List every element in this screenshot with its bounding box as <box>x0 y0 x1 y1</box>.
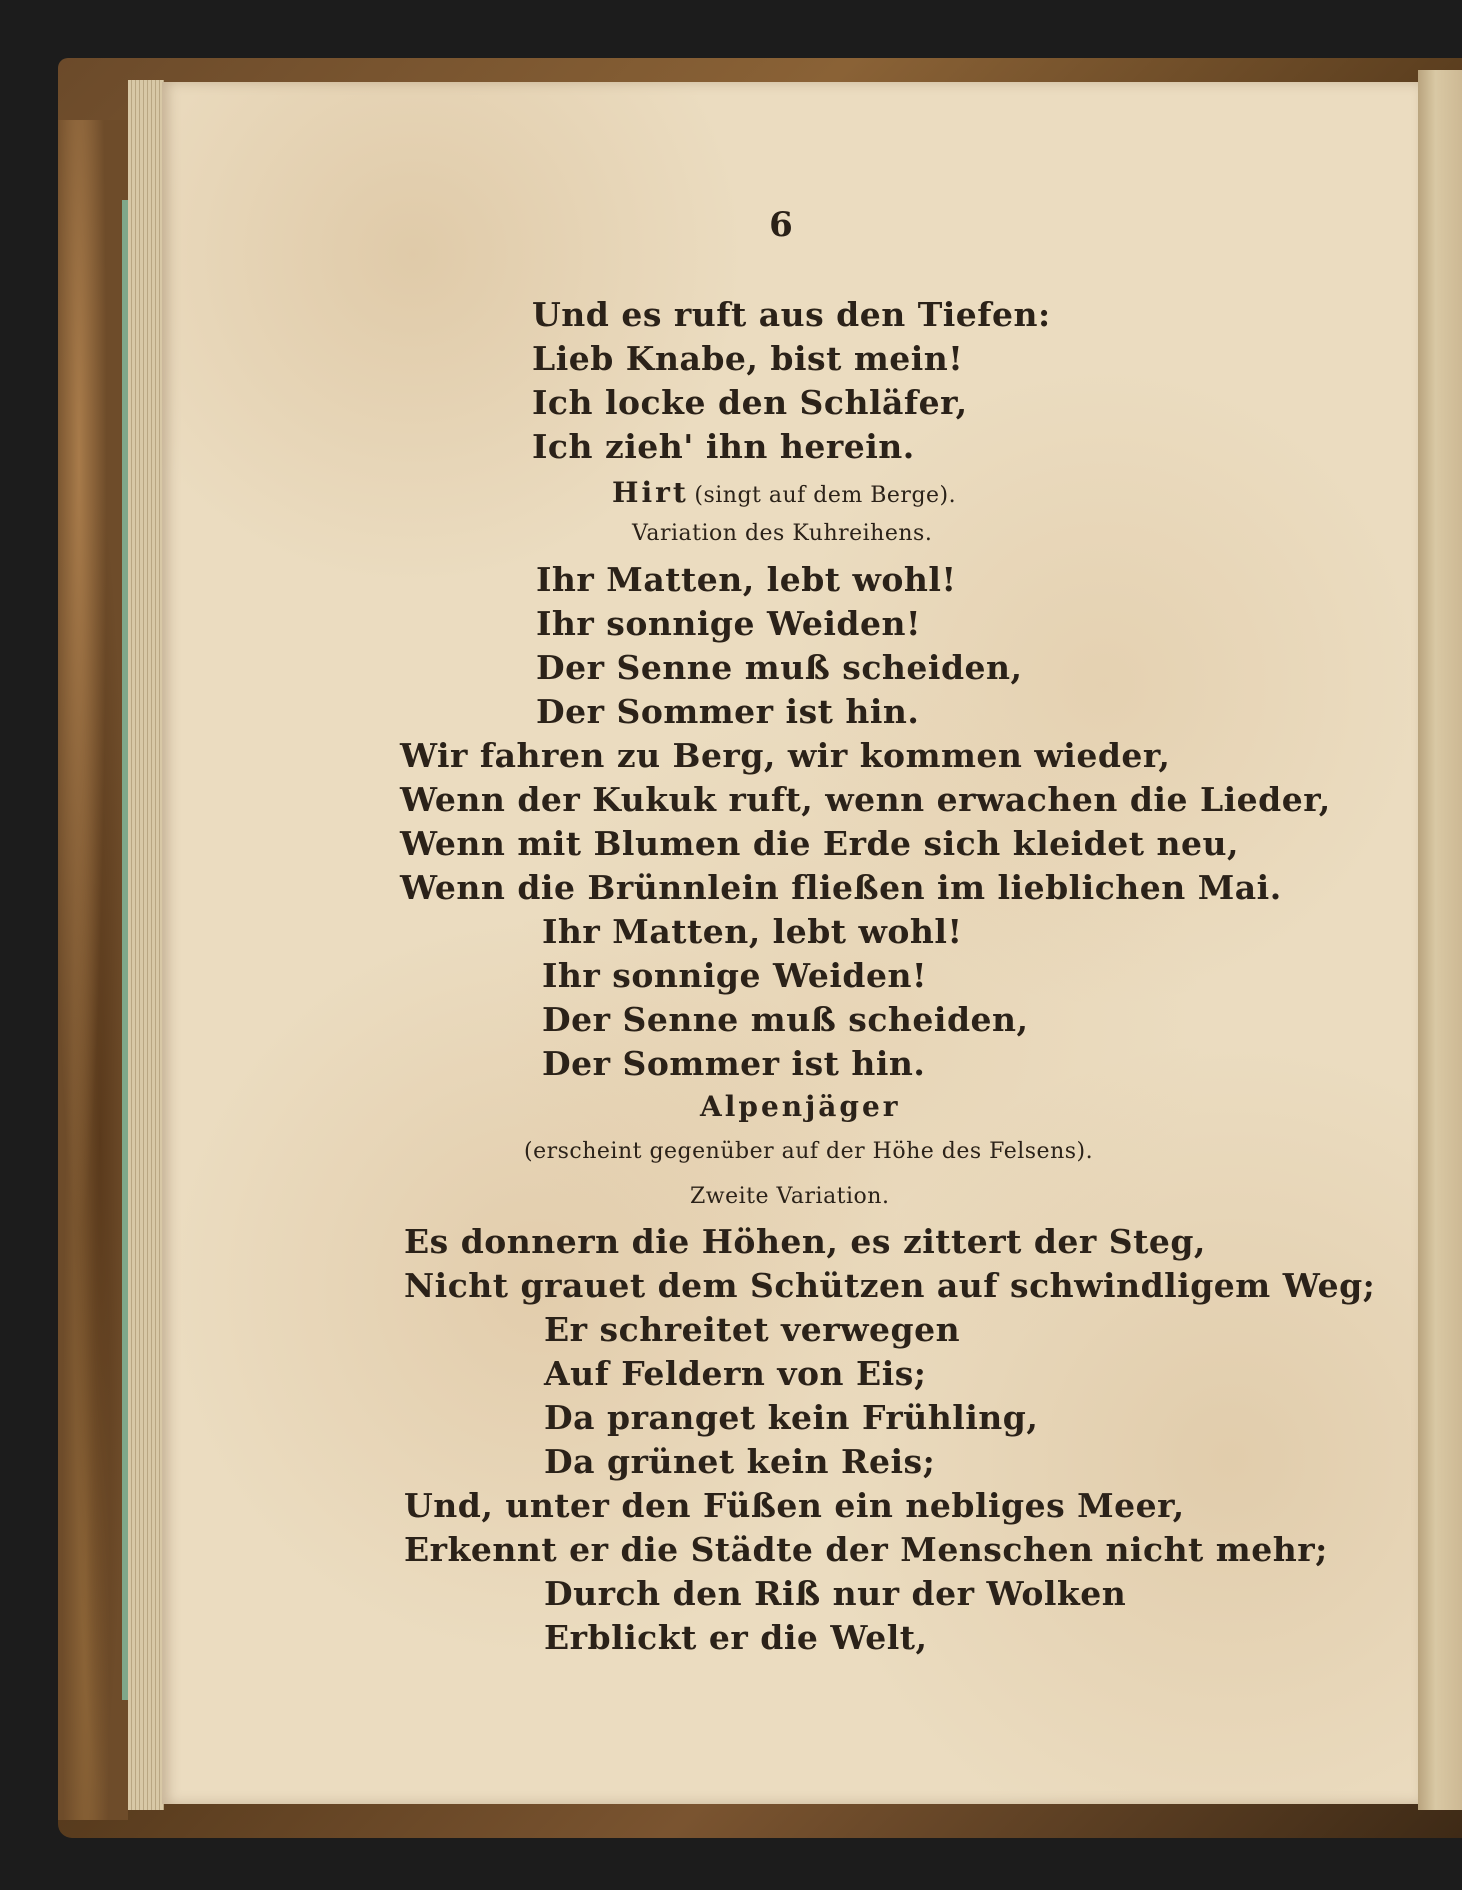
variation-note: Variation des Kuhreihens. <box>632 521 933 546</box>
verse-line: Durch den Riß nur der Wolken <box>544 1574 1127 1613</box>
verse-line: Ich zieh' ihn herein. <box>532 427 915 466</box>
verse-line: Ich locke den Schläfer, <box>532 383 968 422</box>
verse-line: Wenn mit Blumen die Erde sich kleidet neu, <box>400 824 1239 863</box>
stage-direction: (singt auf dem Berge). <box>694 483 957 508</box>
stage-direction: (erscheint gegenüber auf der Höhe des Felsens). <box>524 1139 1094 1164</box>
verse-line: Er schreitet verwegen <box>544 1310 961 1349</box>
verse-line: Lieb Knabe, bist mein! <box>532 339 964 378</box>
verse-line: Ihr sonnige Weiden! <box>542 956 927 995</box>
verse-line: Der Senne muß scheiden, <box>536 648 1023 687</box>
verse-line: Es donnern die Höhen, es zittert der Steg, <box>404 1222 1206 1261</box>
page-number: 6 <box>769 205 793 245</box>
speaker-name: Hirt <box>612 476 689 509</box>
verse-line: Ihr Matten, lebt wohl! <box>536 560 957 599</box>
verse-line: Der Sommer ist hin. <box>536 692 920 731</box>
variation-note: Zweite Variation. <box>690 1184 890 1209</box>
verse-line: Wenn der Kukuk ruft, wenn erwachen die Lieder, <box>400 780 1331 819</box>
verse-line: Der Senne muß scheiden, <box>542 1000 1029 1039</box>
verse-line: Da grünet kein Reis; <box>544 1442 936 1481</box>
verse-line: Wenn die Brünnlein fließen im lieblichen Mai. <box>400 868 1282 907</box>
verse-line: Erblickt er die Welt, <box>544 1618 928 1657</box>
verse-line: Ihr sonnige Weiden! <box>536 604 921 643</box>
verse-line: Erkennt er die Städte der Menschen nicht mehr; <box>404 1530 1328 1569</box>
verse-line: Wir fahren zu Berg, wir kommen wieder, <box>400 736 1171 775</box>
verse-line: Nicht grauet dem Schützen auf schwindligem Weg; <box>404 1266 1376 1305</box>
verse-line: Auf Feldern von Eis; <box>544 1354 927 1393</box>
speaker-heading <box>612 476 956 509</box>
verse-line: Da pranget kein Frühling, <box>544 1398 1039 1437</box>
verse-line: Ihr Matten, lebt wohl! <box>542 912 963 951</box>
speaker-name: Alpenjäger <box>700 1090 901 1123</box>
verse-line: Und es ruft aus den Tiefen: <box>532 295 1051 334</box>
verse-line: Der Sommer ist hin. <box>542 1044 926 1083</box>
verse-line: Und, unter den Füßen ein nebliges Meer, <box>404 1486 1185 1525</box>
